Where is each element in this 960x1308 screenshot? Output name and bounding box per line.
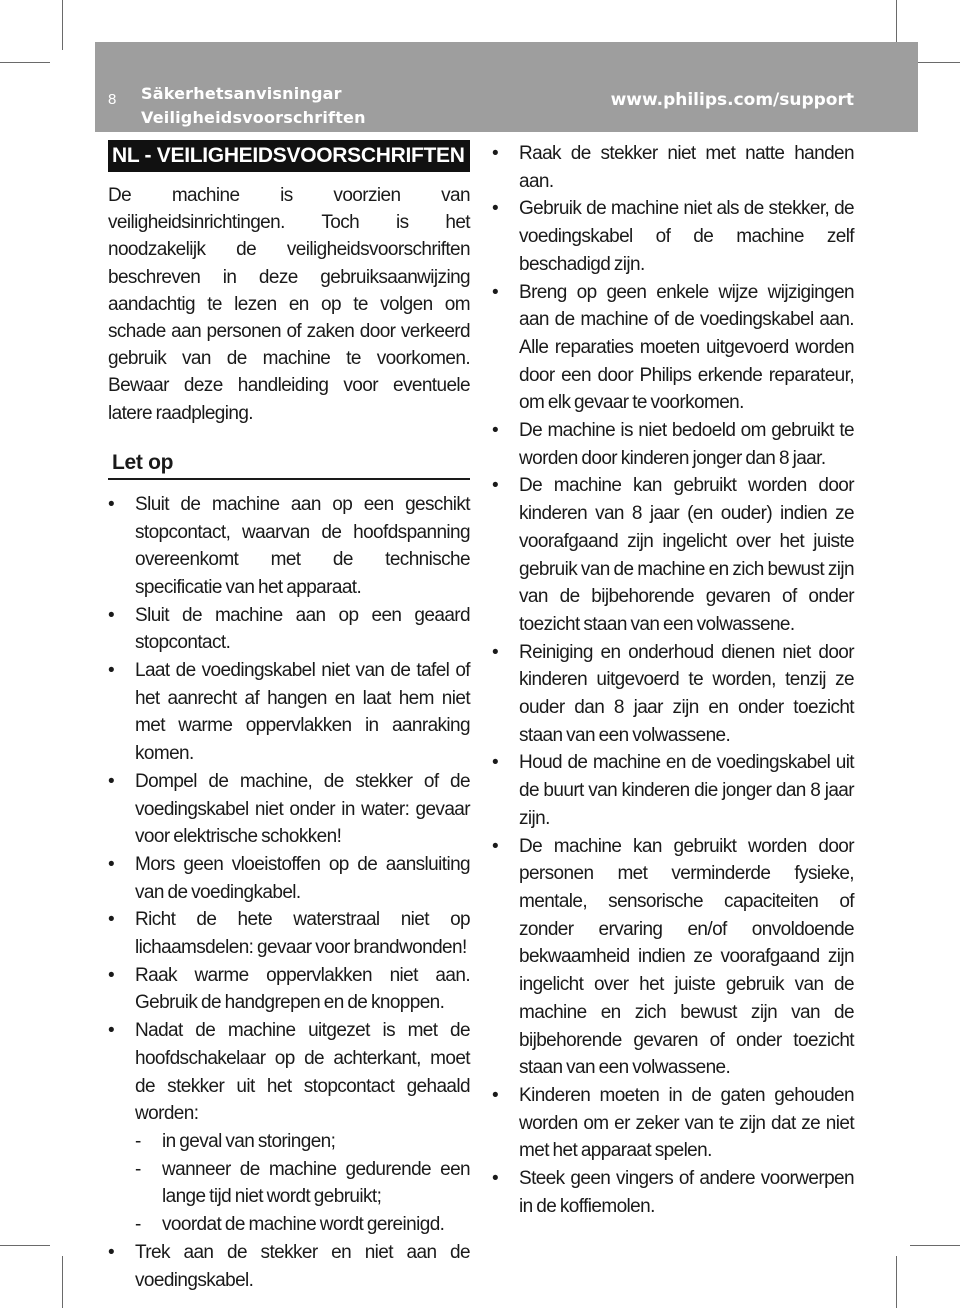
bullet-icon: • bbox=[492, 198, 499, 220]
bullet-icon: • bbox=[492, 641, 499, 663]
list-item bbox=[108, 906, 470, 961]
bullet-icon: • bbox=[108, 1241, 115, 1263]
caution-heading: Let op bbox=[112, 450, 174, 474]
list-item-text: Mors geen vloeistoffen op de aansluiting van de voedingkabel. bbox=[135, 853, 470, 903]
bullet-icon: • bbox=[492, 143, 499, 164]
bullet-icon: • bbox=[108, 1020, 115, 1042]
list-item-text: Raak warme oppervlakken niet aan. Gebruik de handgrepen en de knoppen. bbox=[135, 964, 470, 1014]
list-item bbox=[108, 962, 470, 1017]
list-item-text: Dompel de machine, de stekker of de voedingskabel niet onder in water: gevaar voor elektrische schokken! bbox=[135, 770, 470, 848]
bullet-icon: • bbox=[492, 281, 499, 303]
header-title-swedish: Säkerhetsanvisningar bbox=[141, 84, 342, 103]
sub-list-item-text: wanneer de machine gedurende een lange tijd niet wordt gebruikt; bbox=[162, 1158, 470, 1208]
list-item bbox=[108, 768, 470, 851]
list-item-text: Trek aan de stekker en niet aan de voedingskabel. bbox=[135, 1241, 470, 1291]
bullet-icon: • bbox=[108, 853, 115, 875]
dash-icon: - bbox=[135, 1158, 141, 1180]
list-item bbox=[492, 833, 854, 1082]
safety-list bbox=[492, 140, 854, 1220]
list-item bbox=[492, 749, 854, 832]
bullet-icon: • bbox=[108, 493, 115, 515]
caution-rule bbox=[108, 478, 470, 480]
list-item-text: Raak de stekker niet met natte handen aan. bbox=[519, 143, 854, 192]
list-item-text: Houd de machine en de voedingskabel uit de buurt van kinderen die jonger dan 8 jaar zijn. bbox=[519, 752, 854, 829]
list-item-text: Reiniging en onderhoud dienen niet door kinderen uitgevoerd te worden, tenzij ze ouder dan 8 jaar zijn en onder toezicht staan van een volwassene. bbox=[519, 641, 854, 746]
sub-list-item-text: in geval van storingen; bbox=[162, 1131, 336, 1152]
list-item bbox=[108, 1239, 470, 1294]
bullet-icon: • bbox=[492, 835, 499, 857]
sub-list-item-text: voordat de machine wordt gereinigd. bbox=[162, 1214, 445, 1236]
bullet-icon: • bbox=[492, 752, 499, 774]
list-item-text: Laat de voedingskabel niet van de tafel of het aanrecht af hangen en laat hem niet met warme oppervlakken in aanraking komen. bbox=[135, 660, 470, 765]
list-item bbox=[492, 140, 854, 195]
list-item-text: Nadat de machine uitgezet is met de hoofdschakelaar op de achterkant, moet de stekker uit het stopcontact gehaald worden: bbox=[135, 1020, 470, 1125]
dash-icon: - bbox=[135, 1131, 141, 1152]
list-item bbox=[108, 602, 470, 657]
list-item bbox=[492, 417, 854, 472]
sub-list-item bbox=[135, 1128, 470, 1156]
page-number: 8 bbox=[108, 91, 117, 108]
list-item-text: Richt de hete waterstraal niet op lichaamsdelen: gevaar voor brandwonden! bbox=[135, 909, 470, 959]
bullet-icon: • bbox=[108, 770, 115, 792]
crop-mark bbox=[910, 1245, 960, 1246]
list-item bbox=[492, 1082, 854, 1165]
right-column bbox=[492, 140, 854, 1220]
list-item bbox=[492, 639, 854, 750]
list-item bbox=[108, 657, 470, 768]
left-column bbox=[108, 140, 470, 1294]
list-item-text: Gebruik de machine niet als de stekker, de voedingskabel of de machine zelf beschadigd zijn. bbox=[519, 198, 854, 275]
caution-header bbox=[108, 451, 470, 481]
list-item-text: Kinderen moeten in de gaten gehouden worden om er zeker van te zijn dat ze niet met het apparaat spelen. bbox=[519, 1084, 854, 1162]
crop-mark bbox=[62, 1256, 63, 1308]
header-title-dutch: Veiligheidsvoorschriften bbox=[141, 108, 366, 127]
list-item bbox=[108, 1017, 470, 1239]
caution-list bbox=[108, 491, 470, 1294]
list-item bbox=[492, 195, 854, 278]
bullet-icon: • bbox=[492, 475, 499, 497]
crop-mark bbox=[0, 62, 50, 63]
bullet-icon: • bbox=[108, 660, 115, 682]
list-item-text: Breng op geen enkele wijze wijzigingen aan de machine of de voedingskabel aan. Alle reparaties moeten uitgevoerd worden door een door Philips erkende reparateur, om elk gevaar te voorkomen. bbox=[519, 281, 854, 414]
crop-mark bbox=[0, 1245, 50, 1246]
bullet-icon: • bbox=[108, 964, 115, 986]
list-item-text: Sluit de machine aan op een geaard stopcontact. bbox=[135, 604, 470, 654]
bullet-icon: • bbox=[492, 1084, 499, 1106]
sub-list bbox=[135, 1128, 470, 1239]
list-item-text: Sluit de machine aan op een geschikt stopcontact, waarvan de hoofdspanning overeenkomt met de technische specificatie van het apparaat. bbox=[135, 493, 470, 598]
list-item-text: De machine is niet bedoeld om gebruikt te worden door kinderen jonger dan 8 jaar. bbox=[519, 420, 854, 469]
bullet-icon: • bbox=[492, 420, 499, 442]
list-item bbox=[492, 279, 854, 418]
intro-paragraph: De machine is voorzien van veiligheidsinrichtingen. Toch is het noodzakelijk de veiligheidsvoorschriften beschreven in deze gebruiksaanwijzing aandachtig te lezen en op te volgen om schade aan personen of zaken door verkeerd gebruik van de machine te voorkomen. Bewaar deze handleiding voor eventuele latere raadpleging. bbox=[108, 185, 470, 424]
crop-mark bbox=[896, 1256, 897, 1308]
sub-list-item bbox=[135, 1211, 470, 1239]
dash-icon: - bbox=[135, 1214, 141, 1236]
list-item bbox=[492, 1165, 854, 1220]
section-heading: NL - VEILIGHEIDSVOORSCHRIFTEN bbox=[108, 140, 470, 172]
support-url: www.philips.com/support bbox=[610, 90, 854, 110]
list-item bbox=[108, 491, 470, 602]
list-item bbox=[492, 472, 854, 638]
bullet-icon: • bbox=[108, 604, 115, 626]
crop-mark bbox=[62, 0, 63, 50]
bullet-icon: • bbox=[108, 909, 115, 931]
sub-list-item bbox=[135, 1156, 470, 1211]
list-item-text: De machine kan gebruikt worden door kinderen van 8 jaar (en ouder) indien ze voorafgaand zijn ingelicht over het juiste gebruik van de machine en zich bewust zijn van de bijbehorende gevaren of onder toezicht staan van een volwassene. bbox=[519, 475, 854, 635]
list-item-text: Steek geen vingers of andere voorwerpen in de koffiemolen. bbox=[519, 1168, 854, 1217]
bullet-icon: • bbox=[492, 1168, 499, 1190]
list-item bbox=[108, 851, 470, 906]
list-item-text: De machine kan gebruikt worden door personen met verminderde fysieke, mentale, sensorische capaciteiten of zonder ervaring en/of onvoldoende bekwaamheid indien ze voorafgaand zijn ingelicht over het juiste gebruik van de machine en zich bewust zijn van de bijbehorende gevaren of onder toezicht staan van een volwassene. bbox=[519, 835, 854, 1079]
